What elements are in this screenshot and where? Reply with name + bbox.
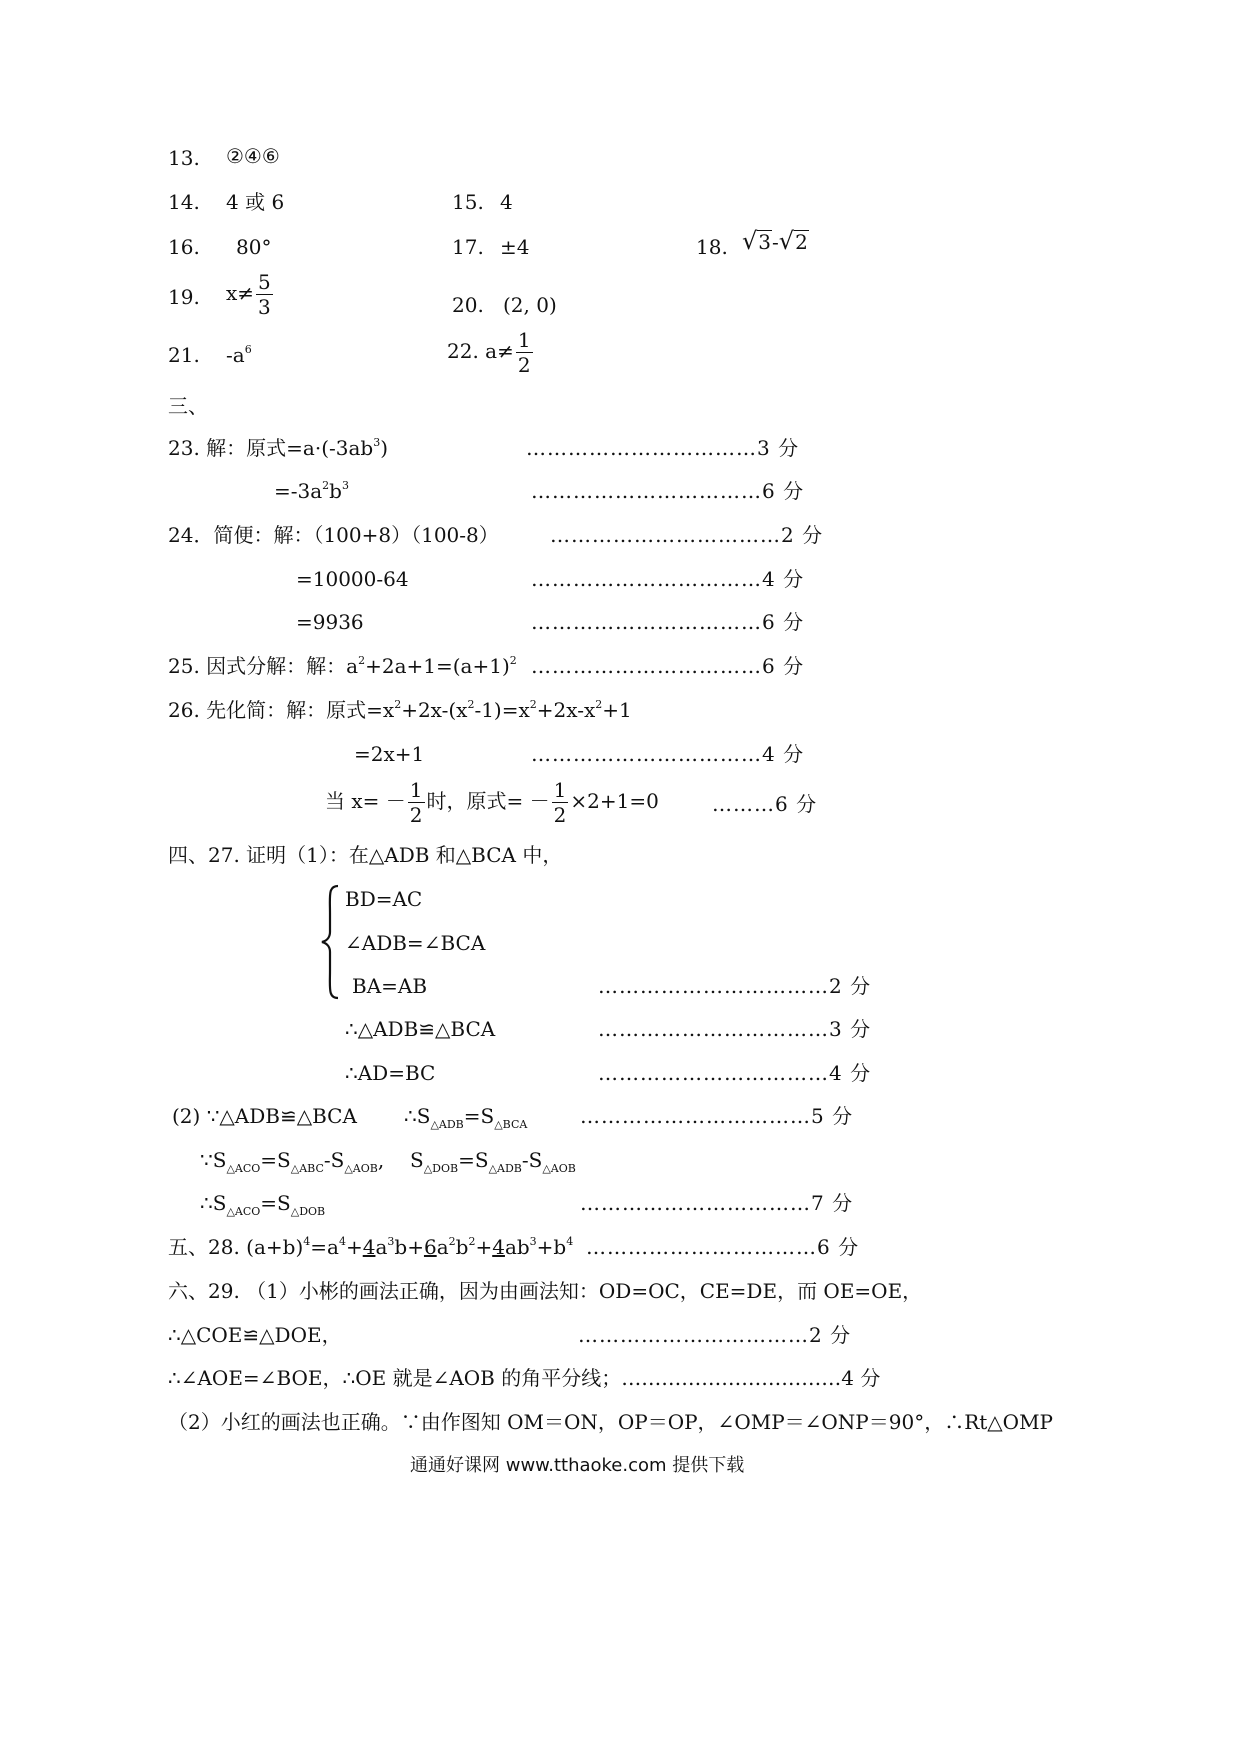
q24-line3: =9936 [296, 610, 364, 634]
q27-step-congruent: ∴△ADB≌△BCA [345, 1017, 496, 1041]
q15-answer: 4 [500, 190, 513, 214]
q17-answer: ±4 [500, 235, 530, 259]
q16-answer: 80° [236, 235, 272, 259]
q24-score-3: ……………………………6 分 [531, 610, 805, 634]
q27-part2-line2b: $S_{\triangle DOB}=S_{\triangle ADB}-S_{\triangle AOB}$ [410, 1148, 576, 1175]
q18-answer: √ 3 - √ 2 [742, 227, 808, 255]
q27-part2-line1a: (2) ∵△ADB≌△BCA [172, 1104, 357, 1128]
q27-score-5: ……………………………5 分 [580, 1104, 854, 1128]
q24-score-1: ……………………………2 分 [550, 523, 824, 547]
q28-line: 五、28. $(a+b)^4=a^4+4a^3b+6a^2b^2+4ab^3+b^4$ [168, 1235, 574, 1259]
q26-line2: =2x+1 [354, 742, 425, 766]
q17-number: 17. [452, 235, 484, 259]
q29-line4: （2）小红的画法也正确。∵由作图知 OM＝ON，OP＝OP，∠OMP＝∠ONP＝90°，∴Rt△OMP [168, 1410, 1054, 1434]
q15-number: 15. [452, 190, 484, 214]
q23-score-2: ……………………………6 分 [531, 479, 805, 503]
q23-line1: 23. 解：原式$=a\cdot(-3ab^3)$ [168, 436, 389, 460]
q29-line1: 六、29. （1）小彬的画法正确，因为由画法知：OD=OC，CE=DE，而 OE=OE， [168, 1279, 923, 1303]
q26-line3: 当 x= － $\frac{1}{2}$ 时，原式= － $\frac{1}{2}$ ×2+1=0 [325, 778, 659, 827]
q27-step-equal: ∴AD=BC [345, 1061, 436, 1085]
q19-number: 19. [168, 285, 200, 309]
q26-score-2: ………6 分 [712, 792, 818, 816]
q23-score-1: ……………………………3 分 [526, 436, 800, 460]
q29-line2: ∴△COE≌△DOE， [168, 1323, 342, 1347]
q13-answer: ②④⑥ [226, 144, 280, 168]
q27-heading: 四、27. 证明（1）：在△ADB 和△BCA 中， [168, 843, 563, 867]
q14-number: 14. [168, 190, 200, 214]
q14-answer: 4 或 6 [226, 190, 285, 214]
q27-condition-2: ∠ADB=∠BCA [345, 931, 486, 955]
q21-answer: $-a^6$ [226, 343, 252, 367]
q18-number: 18. [696, 235, 728, 259]
left-brace-icon [320, 884, 342, 1000]
q29-line3: ∴∠AOE=∠BOE，∴OE 就是∠AOB 的角平分线；……………………………4 分 [168, 1366, 881, 1390]
q27-score-2: ……………………………2 分 [598, 974, 872, 998]
q19-answer: x≠ $\frac{5}{3}$ [226, 270, 271, 319]
q25-score: ……………………………6 分 [531, 654, 805, 678]
q27-score-3: ……………………………3 分 [598, 1017, 872, 1041]
q27-part2-conclusion: $\therefore S_{\triangle ACO}=S_{\triangle DOB}$ [200, 1191, 326, 1218]
q28-score: ……………………………6 分 [586, 1235, 860, 1259]
q27-condition-1: BD=AC [345, 887, 423, 911]
q26-score-1: ……………………………4 分 [531, 742, 805, 766]
q20-answer: (2, 0) [503, 293, 557, 317]
q24-score-2: ……………………………4 分 [531, 567, 805, 591]
q13-number: 13. [168, 146, 200, 170]
q21-number: 21. [168, 343, 200, 367]
q20-number: 20. [452, 293, 484, 317]
q27-score-4: ……………………………4 分 [598, 1061, 872, 1085]
section-3-label: 三、 [168, 394, 208, 418]
q22-answer: 22. a≠ $\frac{1}{2}$ [447, 328, 531, 377]
q25-line: 25. 因式分解：解：$a^2+2a+1=(a+1)^2$ [168, 654, 517, 678]
q26-line1: 26. 先化简：解：原式$=x^2+2x-(x^2-1)=x^2+2x-x^2+1$ [168, 698, 632, 722]
q23-line2: $=-3a^2b^3$ [274, 479, 349, 503]
q27-part2-line2a: $\because S_{\triangle ACO}=S_{\triangle ABC}-S_{\triangle AOB}$, [200, 1148, 385, 1175]
q29-score-2: ……………………………2 分 [578, 1323, 852, 1347]
page-footer: 通通好课网 www.tthaoke.com 提供下载 [410, 1455, 745, 1476]
q24-line2: =10000-64 [296, 567, 409, 591]
q27-score-7: ……………………………7 分 [580, 1191, 854, 1215]
q27-condition-3: BA=AB [352, 974, 428, 998]
q24-line1: 24．简便：解：（100+8）（100-8） [168, 523, 499, 547]
q27-part2-line1b: $\therefore S_{\triangle ADB}=S_{\triangle BCA}$ [404, 1104, 528, 1131]
q16-number: 16. [168, 235, 200, 259]
